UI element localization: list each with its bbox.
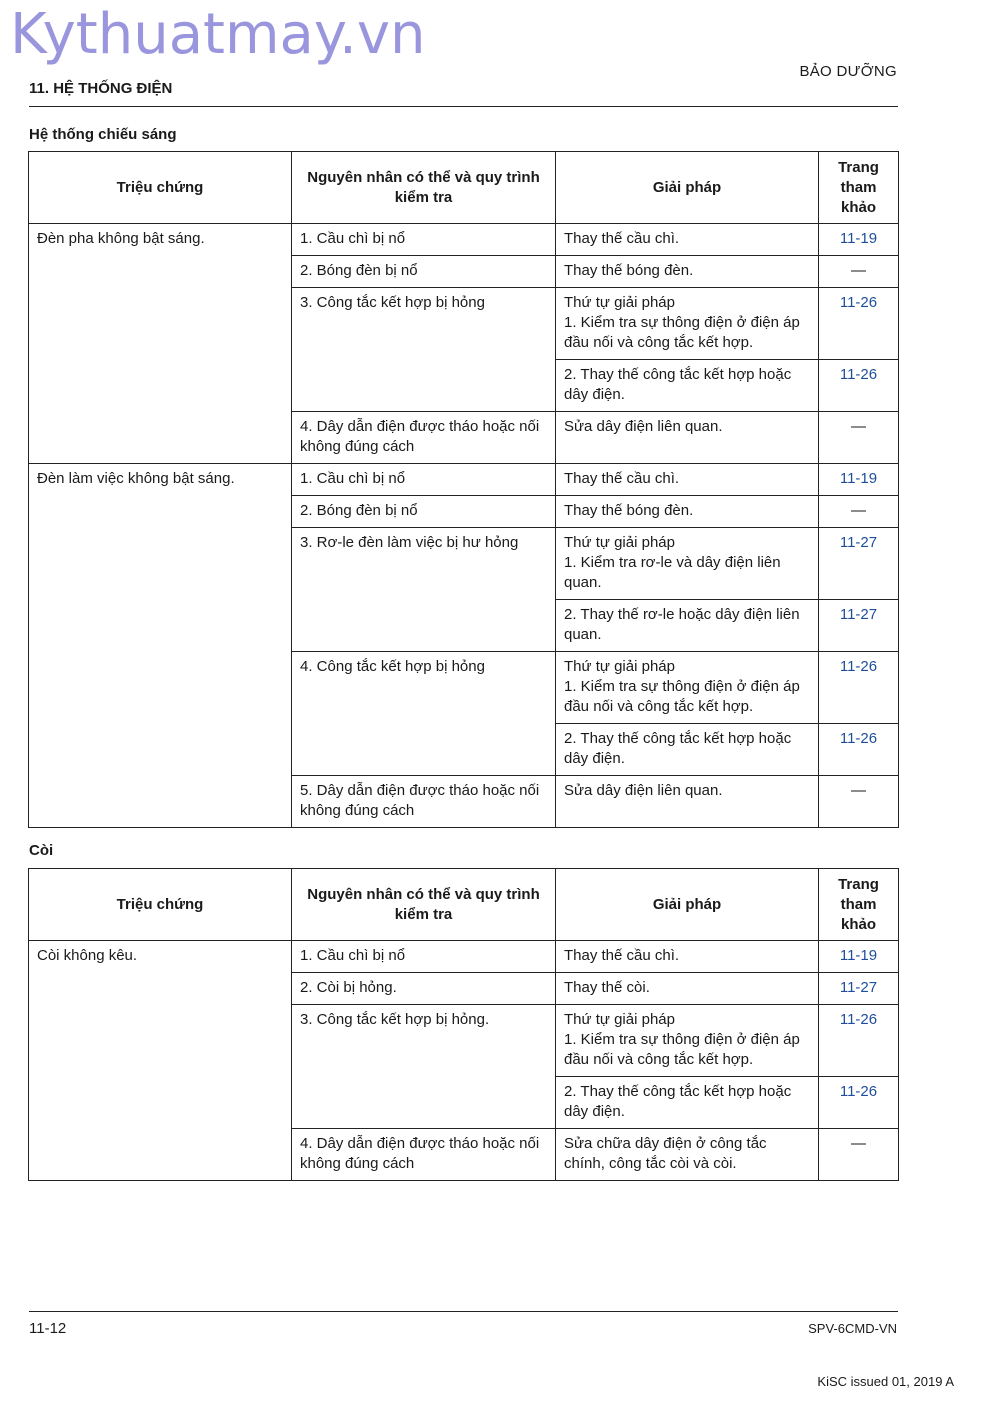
cause-cell: 2. Bóng đèn bị nổ (292, 256, 556, 288)
section-title: 11. HỆ THỐNG ĐIỆN (29, 80, 173, 97)
watermark: Kythuatmay.vn (10, 2, 426, 67)
symptom-cell: Đèn pha không bật sáng. (29, 224, 292, 464)
cause-cell: 4. Dây dẫn điện được tháo hoặc nối không đúng cách (292, 1129, 556, 1181)
horn-table (28, 868, 899, 1181)
table-header-row (29, 152, 899, 224)
reference-page: — (819, 256, 899, 288)
solution-cell: Thay thế cầu chì. (556, 941, 819, 973)
document-code: SPV-6CMD-VN (808, 1321, 897, 1336)
reference-page: — (819, 776, 899, 828)
solution-cell: 2. Thay thế công tắc kết hợp hoặc dây điện. (556, 724, 819, 776)
reference-page[interactable]: 11-26 (819, 724, 899, 776)
header-ref: Trang tham khảo (819, 152, 899, 224)
header-cause: Nguyên nhân có thể và quy trình kiểm tra (292, 152, 556, 224)
solution-cell: Sửa dây điện liên quan. (556, 776, 819, 828)
solution-cell: Thay thế còi. (556, 973, 819, 1005)
header-solution: Giải pháp (556, 869, 819, 941)
cause-cell: 3. Rơ-le đèn làm việc bị hư hỏng (292, 528, 556, 652)
solution-cell: Sửa chữa dây điện ở công tắc chính, công tắc còi và còi. (556, 1129, 819, 1181)
table-row (29, 224, 899, 256)
solution-cell: Thay thế bóng đèn. (556, 496, 819, 528)
cause-cell: 1. Cầu chì bị nổ (292, 464, 556, 496)
solution-cell: Thứ tự giải pháp 1. Kiểm tra sự thông điện ở điện áp đầu nối và công tắc kết hợp. (556, 288, 819, 360)
solution-cell: Thứ tự giải pháp 1. Kiểm tra rơ-le và dây điện liên quan. (556, 528, 819, 600)
reference-page: — (819, 412, 899, 464)
cause-cell: 2. Còi bị hỏng. (292, 973, 556, 1005)
reference-page[interactable]: 11-19 (819, 464, 899, 496)
cause-cell: 5. Dây dẫn điện được tháo hoặc nối không đúng cách (292, 776, 556, 828)
footer-divider (29, 1311, 898, 1312)
table-row (29, 941, 899, 973)
table-row (29, 464, 899, 496)
solution-cell: Thứ tự giải pháp 1. Kiểm tra sự thông điện ở điện áp đầu nối và công tắc kết hợp. (556, 652, 819, 724)
symptom-cell: Đèn làm việc không bật sáng. (29, 464, 292, 828)
cause-cell: 4. Dây dẫn điện được tháo hoặc nối không đúng cách (292, 412, 556, 464)
issue-note: KiSC issued 01, 2019 A (817, 1374, 954, 1389)
reference-page[interactable]: 11-26 (819, 652, 899, 724)
cause-cell: 1. Cầu chì bị nổ (292, 941, 556, 973)
lighting-title: Hệ thống chiếu sáng (29, 126, 177, 143)
solution-cell: 2. Thay thế rơ-le hoặc dây điện liên quan. (556, 600, 819, 652)
solution-cell: Thứ tự giải pháp 1. Kiểm tra sự thông điện ở điện áp đầu nối và công tắc kết hợp. (556, 1005, 819, 1077)
reference-page[interactable]: 11-26 (819, 1077, 899, 1129)
header-symptom: Triệu chứng (29, 152, 292, 224)
reference-page[interactable]: 11-26 (819, 288, 899, 360)
solution-cell: 2. Thay thế công tắc kết hợp hoặc dây điện. (556, 1077, 819, 1129)
reference-page[interactable]: 11-19 (819, 224, 899, 256)
cause-cell: 3. Công tắc kết hợp bị hỏng (292, 288, 556, 412)
horn-title: Còi (29, 842, 54, 859)
cause-cell: 3. Công tắc kết hợp bị hỏng. (292, 1005, 556, 1129)
solution-cell: Thay thế bóng đèn. (556, 256, 819, 288)
reference-page[interactable]: 11-27 (819, 600, 899, 652)
header-symptom: Triệu chứng (29, 869, 292, 941)
solution-cell: Thay thế cầu chì. (556, 224, 819, 256)
solution-cell: Sửa dây điện liên quan. (556, 412, 819, 464)
reference-page: — (819, 496, 899, 528)
reference-page[interactable]: 11-26 (819, 360, 899, 412)
page-number: 11-12 (29, 1320, 67, 1337)
reference-page[interactable]: 11-27 (819, 528, 899, 600)
solution-cell: 2. Thay thế công tắc kết hợp hoặc dây điện. (556, 360, 819, 412)
reference-page[interactable]: 11-26 (819, 1005, 899, 1077)
reference-page[interactable]: 11-27 (819, 973, 899, 1005)
lighting-table (28, 151, 899, 828)
header-divider (29, 106, 898, 107)
cause-cell: 1. Cầu chì bị nổ (292, 224, 556, 256)
cause-cell: 2. Bóng đèn bị nổ (292, 496, 556, 528)
reference-page: — (819, 1129, 899, 1181)
table-header-row (29, 869, 899, 941)
reference-page[interactable]: 11-19 (819, 941, 899, 973)
chapter-label: BẢO DƯỠNG (799, 63, 897, 80)
header-cause: Nguyên nhân có thể và quy trình kiểm tra (292, 869, 556, 941)
cause-cell: 4. Công tắc kết hợp bị hỏng (292, 652, 556, 776)
header-ref: Trang tham khảo (819, 869, 899, 941)
header-solution: Giải pháp (556, 152, 819, 224)
symptom-cell: Còi không kêu. (29, 941, 292, 1181)
solution-cell: Thay thế cầu chì. (556, 464, 819, 496)
